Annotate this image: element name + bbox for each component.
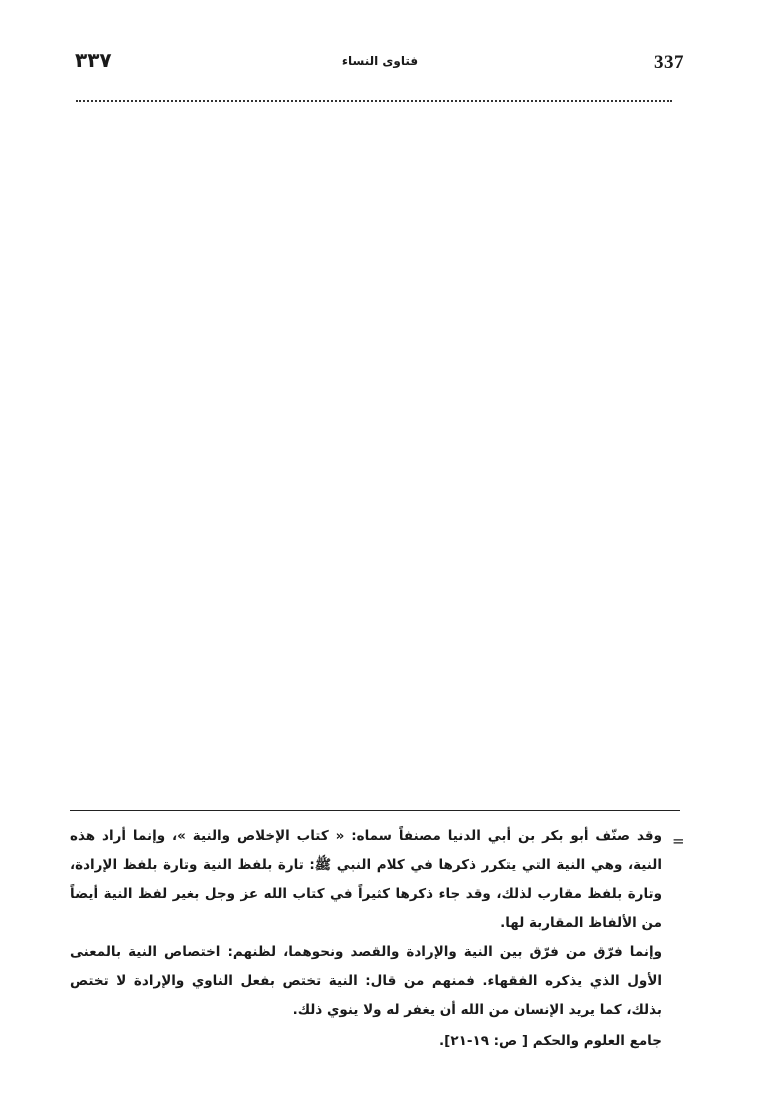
footnote-paragraph-2: وإنما فرّق من فرّق بين النية والإرادة والقصد ونحوهما، لظنهم: اختصاص النية بالمعنى الأول الذي يذكره الفقهاء. فمنهم من قال: النية تختص بفعل الناوي والإرادة لا تختص بذلك، كما يريد الإنسان من الله أن يغفر له ولا ينوي ذلك. <box>70 944 662 1018</box>
footnote-source: جامع العلوم والحكم [ ص: ١٩-٢١]. <box>439 1033 662 1049</box>
footnote-paragraph-1: وقد صنّف أبو بكر بن أبي الدنيا مصنفاً سماه: « كتاب الإخلاص والنية »، وإنما أراد هذه النية، وهي النية التي يتكرر ذكرها في كلام النبي ﷺ: تارة بلفظ النية وتارة بلفظ الإرادة، وتارة بلفظ مقارب لذلك، وقد جاء ذكرها كثيراً في كتاب الله عز وجل بغير لفظ النية أيضاً من الألفاظ المقاربة لها. <box>70 828 662 931</box>
dotted-separator <box>76 100 672 102</box>
footnote-body <box>70 822 662 1056</box>
footnote-continuation-marker: = <box>672 832 685 850</box>
running-title: فتاوى النساء <box>341 54 419 68</box>
page-number-arabic: ٣٣٧ <box>75 48 112 72</box>
footnote-separator <box>70 810 680 811</box>
page-number-latin: 337 <box>654 52 684 73</box>
